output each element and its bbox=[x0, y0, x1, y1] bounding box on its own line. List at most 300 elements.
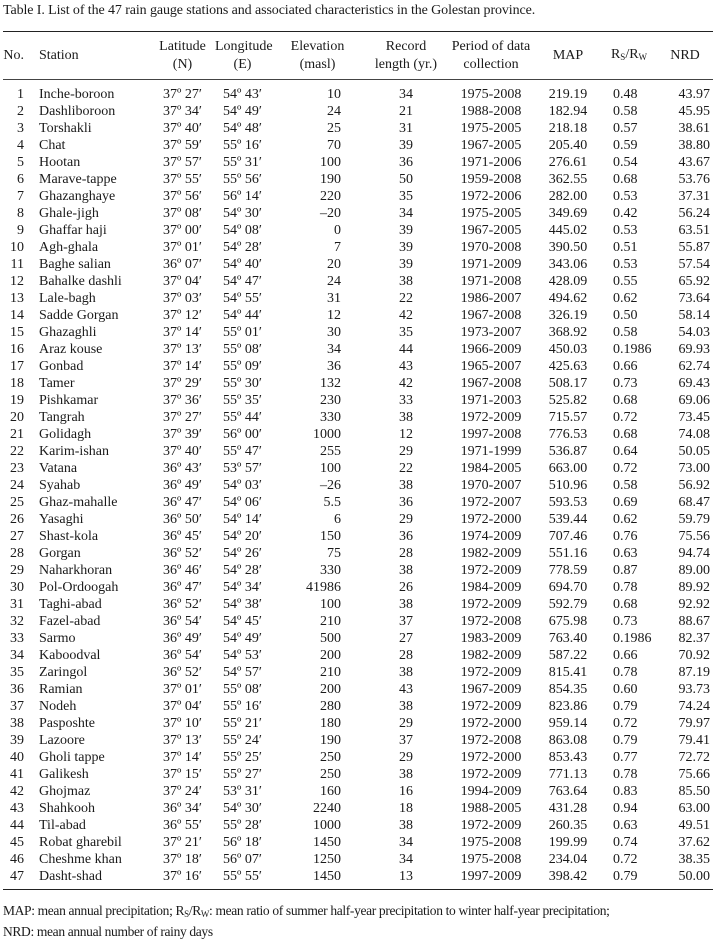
cell-nrd: 57.54 bbox=[678, 257, 710, 272]
cell-period: 1967-2008 bbox=[460, 308, 522, 323]
cell-period: 1972-2008 bbox=[460, 614, 522, 629]
cell-map: 763.64 bbox=[548, 784, 588, 799]
cell-longitude: 55º 56′ bbox=[223, 172, 262, 187]
cell-map: 343.06 bbox=[548, 257, 588, 272]
cell-longitude: 54º 49′ bbox=[223, 631, 262, 646]
cell-period: 1972-2009 bbox=[460, 699, 522, 714]
cell-no: 21 bbox=[10, 427, 24, 442]
cell-record-length: 21 bbox=[399, 104, 413, 119]
cell-elevation: 200 bbox=[320, 682, 341, 697]
cell-elevation: 2240 bbox=[313, 801, 341, 816]
header-period bbox=[447, 32, 535, 80]
table-row bbox=[3, 80, 713, 104]
cell-elevation: 1000 bbox=[313, 818, 341, 833]
cell-map: 823.86 bbox=[548, 699, 588, 714]
cell-station: Ghazaghli bbox=[39, 325, 97, 340]
cell-station: Ghaz-mahalle bbox=[39, 495, 118, 510]
cell-period: 1972-2006 bbox=[460, 189, 522, 204]
cell-rs-rw: 0.62 bbox=[613, 291, 638, 306]
cell-latitude: 37º 01′ bbox=[163, 240, 202, 255]
cell-record-length: 34 bbox=[399, 852, 413, 867]
header-period-label: Period of data bbox=[451, 38, 531, 54]
cell-record-length: 18 bbox=[399, 801, 413, 816]
cell-rs-rw: 0.63 bbox=[613, 818, 638, 833]
cell-longitude: 54º 28′ bbox=[223, 240, 262, 255]
cell-map: 508.17 bbox=[548, 376, 588, 391]
cell-latitude: 37º 14′ bbox=[163, 750, 202, 765]
header-map: MAP bbox=[535, 32, 601, 80]
cell-rs-rw: 0.78 bbox=[613, 580, 638, 595]
header-station: Station bbox=[32, 32, 150, 80]
header-latitude bbox=[150, 32, 215, 80]
cell-longitude: 54º 08′ bbox=[223, 223, 262, 238]
cell-map: 450.03 bbox=[548, 342, 588, 357]
table-row bbox=[3, 307, 713, 324]
cell-latitude: 37º 12′ bbox=[163, 308, 202, 323]
cell-elevation: 24 bbox=[327, 274, 341, 289]
cell-latitude: 37º 34′ bbox=[163, 104, 202, 119]
cell-elevation: 132 bbox=[320, 376, 341, 391]
cell-period: 1997-2008 bbox=[460, 427, 522, 442]
cell-map: 959.14 bbox=[548, 716, 588, 731]
cell-record-length: 31 bbox=[399, 121, 413, 136]
table-row bbox=[3, 137, 713, 154]
cell-period: 1975-2005 bbox=[460, 121, 522, 136]
cell-longitude: 54º 28′ bbox=[223, 563, 262, 578]
cell-period: 1988-2008 bbox=[460, 104, 522, 119]
cell-longitude: 54º 30′ bbox=[223, 206, 262, 221]
cell-record-length: 16 bbox=[399, 784, 413, 799]
header-longitude-unit: (E) bbox=[233, 56, 252, 72]
cell-elevation: 330 bbox=[320, 410, 341, 425]
cell-rs-rw: 0.68 bbox=[613, 172, 638, 187]
cell-record-length: 39 bbox=[399, 223, 413, 238]
cell-elevation: 220 bbox=[320, 189, 341, 204]
cell-elevation: 0 bbox=[334, 223, 341, 238]
cell-elevation: –26 bbox=[320, 478, 341, 493]
cell-no: 10 bbox=[10, 240, 24, 255]
cell-longitude: 54º 40′ bbox=[223, 257, 262, 272]
cell-latitude: 36º 52′ bbox=[163, 665, 202, 680]
cell-rs-rw: 0.58 bbox=[613, 104, 638, 119]
cell-map: 182.94 bbox=[548, 104, 588, 119]
cell-map: 525.82 bbox=[548, 393, 588, 408]
cell-map: 494.62 bbox=[548, 291, 588, 306]
cell-period: 1972-2007 bbox=[460, 495, 522, 510]
cell-elevation: 36 bbox=[327, 359, 341, 374]
cell-rs-rw: 0.79 bbox=[613, 699, 638, 714]
cell-latitude: 37º 29′ bbox=[163, 376, 202, 391]
cell-rs-rw: 0.72 bbox=[613, 410, 638, 425]
cell-rs-rw: 0.58 bbox=[613, 478, 638, 493]
cell-station: Til-abad bbox=[39, 818, 86, 833]
cell-rs-rw: 0.69 bbox=[613, 495, 638, 510]
cell-map: 199.99 bbox=[548, 835, 588, 850]
table-body bbox=[3, 80, 713, 890]
cell-rs-rw: 0.72 bbox=[613, 461, 638, 476]
cell-nrd: 94.74 bbox=[678, 546, 710, 561]
cell-no: 19 bbox=[10, 393, 24, 408]
cell-longitude: 55º 55′ bbox=[215, 868, 270, 890]
cell-nrd: 49.51 bbox=[678, 818, 710, 833]
cell-elevation: 75 bbox=[327, 546, 341, 561]
cell-record-length: 13 bbox=[365, 868, 447, 890]
cell-nrd: 79.97 bbox=[678, 716, 710, 731]
cell-period: 1972-2000 bbox=[460, 512, 522, 527]
cell-station: Sadde Gorgan bbox=[39, 308, 119, 323]
cell-rs-rw: 0.79 bbox=[613, 733, 638, 748]
cell-rs-rw: 0.63 bbox=[613, 546, 638, 561]
cell-map: 431.28 bbox=[548, 801, 588, 816]
cell-latitude: 37º 13′ bbox=[163, 342, 202, 357]
cell-record-length: 26 bbox=[399, 580, 413, 595]
cell-no: 44 bbox=[10, 818, 24, 833]
cell-elevation: 150 bbox=[320, 529, 341, 544]
cell-map: 326.19 bbox=[548, 308, 588, 323]
cell-nrd: 53.76 bbox=[678, 172, 710, 187]
cell-elevation: 41986 bbox=[306, 580, 341, 595]
cell-latitude: 37º 13′ bbox=[163, 733, 202, 748]
cell-latitude: 37º 27′ bbox=[163, 410, 202, 425]
footnote-text: MAP: mean annual precipitation; R bbox=[3, 903, 185, 918]
table-row bbox=[3, 239, 713, 256]
cell-station: Inche-boroon bbox=[39, 87, 115, 102]
cell-longitude: 54º 20′ bbox=[223, 529, 262, 544]
cell-latitude: 36º 07′ bbox=[163, 257, 202, 272]
cell-longitude: 54º 55′ bbox=[223, 291, 262, 306]
cell-nrd: 37.62 bbox=[678, 835, 710, 850]
cell-no: 8 bbox=[17, 206, 24, 221]
cell-elevation: 12 bbox=[327, 308, 341, 323]
cell-elevation: 100 bbox=[320, 461, 341, 476]
cell-elevation: 6 bbox=[334, 512, 341, 527]
table-row bbox=[3, 545, 713, 562]
cell-longitude: 55º 16′ bbox=[223, 699, 262, 714]
cell-elevation: 250 bbox=[320, 750, 341, 765]
cell-period: 1967-2008 bbox=[460, 376, 522, 391]
cell-record-length: 38 bbox=[399, 597, 413, 612]
cell-no: 13 bbox=[10, 291, 24, 306]
cell-longitude: 55º 09′ bbox=[223, 359, 262, 374]
cell-map: 771.13 bbox=[548, 767, 588, 782]
cell-nrd: 89.92 bbox=[678, 580, 710, 595]
cell-elevation: 255 bbox=[320, 444, 341, 459]
cell-nrd: 37.31 bbox=[678, 189, 710, 204]
cell-rs-rw: 0.68 bbox=[613, 427, 638, 442]
cell-period: 1997-2009 bbox=[447, 868, 535, 890]
cell-no: 14 bbox=[10, 308, 24, 323]
cell-elevation: 190 bbox=[320, 172, 341, 187]
table-row bbox=[3, 494, 713, 511]
cell-rs-rw: 0.72 bbox=[613, 716, 638, 731]
table-row bbox=[3, 698, 713, 715]
cell-nrd: 75.66 bbox=[678, 767, 710, 782]
cell-period: 1971-2006 bbox=[460, 155, 522, 170]
cell-elevation: 1450 bbox=[270, 868, 365, 890]
cell-rs-rw: 0.78 bbox=[613, 767, 638, 782]
cell-nrd: 73.64 bbox=[678, 291, 710, 306]
table-row bbox=[3, 647, 713, 664]
cell-nrd: 54.03 bbox=[678, 325, 710, 340]
cell-station: Zaringol bbox=[39, 665, 88, 680]
cell-elevation: 330 bbox=[320, 563, 341, 578]
cell-no: 43 bbox=[10, 801, 24, 816]
cell-no: 12 bbox=[10, 274, 24, 289]
cell-latitude: 37º 59′ bbox=[163, 138, 202, 153]
table-row bbox=[3, 817, 713, 834]
cell-rs-rw: 0.76 bbox=[613, 529, 638, 544]
cell-nrd: 56.92 bbox=[678, 478, 710, 493]
cell-station: Syahab bbox=[39, 478, 81, 493]
cell-record-length: 36 bbox=[399, 495, 413, 510]
cell-no: 30 bbox=[10, 580, 24, 595]
table-row bbox=[3, 851, 713, 868]
cell-record-length: 43 bbox=[399, 359, 413, 374]
table-row bbox=[3, 868, 713, 890]
cell-station: Ghaffar haji bbox=[39, 223, 107, 238]
cell-map: 592.79 bbox=[548, 597, 588, 612]
table-row bbox=[3, 477, 713, 494]
cell-map: 863.08 bbox=[548, 733, 588, 748]
cell-no: 4 bbox=[17, 138, 24, 153]
cell-rs-rw: 0.68 bbox=[613, 597, 638, 612]
cell-elevation: 250 bbox=[320, 767, 341, 782]
cell-no: 33 bbox=[10, 631, 24, 646]
header-period-label-2: collection bbox=[463, 56, 519, 72]
cell-station: Baghe salian bbox=[39, 257, 111, 272]
cell-map: 205.40 bbox=[548, 138, 588, 153]
cell-longitude: 55º 28′ bbox=[223, 818, 262, 833]
cell-longitude: 54º 49′ bbox=[223, 104, 262, 119]
cell-latitude: 36º 54′ bbox=[163, 614, 202, 629]
cell-no: 27 bbox=[10, 529, 24, 544]
cell-elevation: 200 bbox=[320, 648, 341, 663]
table-row bbox=[3, 630, 713, 647]
cell-nrd: 43.67 bbox=[678, 155, 710, 170]
rs-w: W bbox=[638, 51, 648, 62]
cell-no: 37 bbox=[10, 699, 24, 714]
cell-latitude: 36º 34′ bbox=[163, 801, 202, 816]
cell-no: 17 bbox=[10, 359, 24, 374]
cell-latitude: 37º 15′ bbox=[163, 767, 202, 782]
cell-period: 1972-2000 bbox=[460, 716, 522, 731]
table-row bbox=[3, 290, 713, 307]
cell-nrd: 50.00 bbox=[657, 868, 713, 890]
cell-nrd: 87.19 bbox=[678, 665, 710, 680]
cell-nrd: 45.95 bbox=[678, 104, 710, 119]
cell-longitude: 54º 03′ bbox=[223, 478, 262, 493]
table-row bbox=[3, 613, 713, 630]
cell-record-length: 50 bbox=[399, 172, 413, 187]
cell-rs-rw: 0.66 bbox=[613, 359, 638, 374]
cell-no: 29 bbox=[10, 563, 24, 578]
cell-record-length: 12 bbox=[399, 427, 413, 442]
cell-record-length: 29 bbox=[399, 750, 413, 765]
cell-nrd: 62.74 bbox=[678, 359, 710, 374]
cell-elevation: 100 bbox=[320, 597, 341, 612]
cell-latitude: 36º 52′ bbox=[163, 597, 202, 612]
cell-longitude: 54º 26′ bbox=[223, 546, 262, 561]
cell-nrd: 65.92 bbox=[678, 274, 710, 289]
cell-period: 1975-2005 bbox=[460, 206, 522, 221]
cell-no: 45 bbox=[10, 835, 24, 850]
cell-nrd: 63.51 bbox=[678, 223, 710, 238]
cell-latitude: 37º 03′ bbox=[163, 291, 202, 306]
cell-elevation: 31 bbox=[327, 291, 341, 306]
cell-elevation: 1000 bbox=[313, 427, 341, 442]
cell-latitude: 37º 04′ bbox=[163, 274, 202, 289]
table-row bbox=[3, 392, 713, 409]
cell-latitude: 37º 57′ bbox=[163, 155, 202, 170]
cell-record-length: 38 bbox=[399, 274, 413, 289]
cell-rs-rw: 0.79 bbox=[601, 868, 657, 890]
cell-longitude: 53º 57′ bbox=[223, 461, 262, 476]
cell-nrd: 69.93 bbox=[678, 342, 710, 357]
rs-r: R bbox=[610, 46, 621, 62]
cell-period: 1967-2005 bbox=[460, 223, 522, 238]
cell-station: Chat bbox=[39, 138, 66, 153]
cell-record-length: 38 bbox=[399, 478, 413, 493]
cell-map: 510.96 bbox=[548, 478, 588, 493]
cell-longitude: 55º 24′ bbox=[223, 733, 262, 748]
table-row bbox=[3, 188, 713, 205]
cell-station: Robat gharebil bbox=[39, 835, 122, 850]
cell-longitude: 55º 30′ bbox=[223, 376, 262, 391]
cell-record-length: 38 bbox=[399, 818, 413, 833]
cell-no: 1 bbox=[17, 87, 24, 102]
cell-rs-rw: 0.51 bbox=[613, 240, 638, 255]
cell-no: 18 bbox=[10, 376, 24, 391]
cell-map: 694.70 bbox=[548, 580, 588, 595]
cell-map: 551.16 bbox=[548, 546, 588, 561]
cell-nrd: 73.00 bbox=[678, 461, 710, 476]
cell-latitude: 36º 55′ bbox=[163, 818, 202, 833]
cell-record-length: 29 bbox=[399, 512, 413, 527]
cell-record-length: 22 bbox=[399, 291, 413, 306]
cell-record-length: 36 bbox=[399, 529, 413, 544]
cell-nrd: 74.24 bbox=[678, 699, 710, 714]
cell-elevation: 25 bbox=[327, 121, 341, 136]
cell-station: Ghojmaz bbox=[39, 784, 91, 799]
cell-record-length: 37 bbox=[399, 733, 413, 748]
cell-rs-rw: 0.66 bbox=[613, 648, 638, 663]
cell-map: 707.46 bbox=[548, 529, 588, 544]
cell-rs-rw: 0.59 bbox=[613, 138, 638, 153]
cell-elevation: 7 bbox=[334, 240, 341, 255]
cell-record-length: 28 bbox=[399, 648, 413, 663]
cell-map: 776.53 bbox=[548, 427, 588, 442]
cell-map: 815.41 bbox=[548, 665, 588, 680]
cell-period: 1972-2008 bbox=[460, 733, 522, 748]
table-row bbox=[3, 103, 713, 120]
cell-longitude: 55º 27′ bbox=[223, 767, 262, 782]
cell-period: 1988-2005 bbox=[460, 801, 522, 816]
cell-map: 853.43 bbox=[548, 750, 588, 765]
cell-longitude: 55º 47′ bbox=[223, 444, 262, 459]
cell-nrd: 63.00 bbox=[678, 801, 710, 816]
cell-latitude: 37º 16′ bbox=[150, 868, 215, 890]
cell-elevation: 10 bbox=[327, 87, 341, 102]
cell-nrd: 75.56 bbox=[678, 529, 710, 544]
cell-station: Araz kouse bbox=[39, 342, 103, 357]
cell-no: 2 bbox=[17, 104, 24, 119]
cell-elevation: –20 bbox=[320, 206, 341, 221]
cell-station: Shast-kola bbox=[39, 529, 99, 544]
header-record-length bbox=[365, 32, 447, 80]
table-row bbox=[3, 562, 713, 579]
cell-latitude: 36º 46′ bbox=[163, 563, 202, 578]
cell-rs-rw: 0.64 bbox=[613, 444, 638, 459]
table-row bbox=[3, 596, 713, 613]
header-record-unit: length (yr.) bbox=[374, 56, 438, 72]
cell-station: Ghazanghaye bbox=[39, 189, 116, 204]
cell-record-length: 34 bbox=[399, 206, 413, 221]
cell-longitude: 54º 53′ bbox=[223, 648, 262, 663]
cell-station: Pol-Ordoogah bbox=[39, 580, 119, 595]
table-row bbox=[3, 732, 713, 749]
cell-elevation: 1450 bbox=[313, 835, 341, 850]
cell-latitude: 37º 18′ bbox=[163, 852, 202, 867]
cell-no: 26 bbox=[10, 512, 24, 527]
cell-no: 7 bbox=[17, 189, 24, 204]
cell-period: 1971-2009 bbox=[460, 257, 522, 272]
cell-latitude: 37º 01′ bbox=[163, 682, 202, 697]
cell-latitude: 37º 39′ bbox=[163, 427, 202, 442]
header-latitude-unit: (N) bbox=[172, 56, 193, 72]
cell-latitude: 37º 55′ bbox=[163, 172, 202, 187]
cell-longitude: 54º 47′ bbox=[223, 274, 262, 289]
cell-longitude: 56º 14′ bbox=[223, 189, 262, 204]
cell-period: 1994-2009 bbox=[460, 784, 522, 799]
cell-nrd: 55.87 bbox=[678, 240, 710, 255]
cell-period: 1965-2007 bbox=[460, 359, 522, 374]
cell-latitude: 36º 47′ bbox=[163, 495, 202, 510]
cell-longitude: 54º 06′ bbox=[223, 495, 262, 510]
cell-station: Nodeh bbox=[39, 699, 77, 714]
cell-record-length: 22 bbox=[399, 461, 413, 476]
cell-map: 663.00 bbox=[548, 461, 588, 476]
cell-map: 715.57 bbox=[548, 410, 588, 425]
cell-station: Sarmo bbox=[39, 631, 76, 646]
cell-map: 428.09 bbox=[548, 274, 588, 289]
cell-nrd: 93.73 bbox=[678, 682, 710, 697]
cell-period: 1970-2008 bbox=[460, 240, 522, 255]
cell-rs-rw: 0.94 bbox=[613, 801, 638, 816]
rs-s: S bbox=[620, 51, 626, 62]
cell-longitude: 55º 21′ bbox=[223, 716, 262, 731]
cell-record-length: 43 bbox=[399, 682, 413, 697]
cell-no: 3 bbox=[17, 121, 24, 136]
cell-station: Agh-ghala bbox=[39, 240, 99, 255]
cell-rs-rw: 0.54 bbox=[613, 155, 638, 170]
cell-longitude: 56º 07′ bbox=[223, 852, 262, 867]
cell-no: 46 bbox=[10, 852, 24, 867]
cell-record-length: 39 bbox=[399, 138, 413, 153]
cell-rs-rw: 0.73 bbox=[613, 614, 638, 629]
cell-nrd: 58.14 bbox=[678, 308, 710, 323]
cell-rs-rw: 0.53 bbox=[613, 189, 638, 204]
cell-record-length: 39 bbox=[399, 240, 413, 255]
cell-elevation: 24 bbox=[327, 104, 341, 119]
cell-map: 536.87 bbox=[548, 444, 588, 459]
cell-station: Yasaghi bbox=[39, 512, 84, 527]
cell-station: Bahalke dashli bbox=[39, 274, 122, 289]
table-row bbox=[3, 749, 713, 766]
cell-no: 23 bbox=[10, 461, 24, 476]
table-row bbox=[3, 443, 713, 460]
table-row bbox=[3, 766, 713, 783]
cell-period: 1971-2008 bbox=[460, 274, 522, 289]
